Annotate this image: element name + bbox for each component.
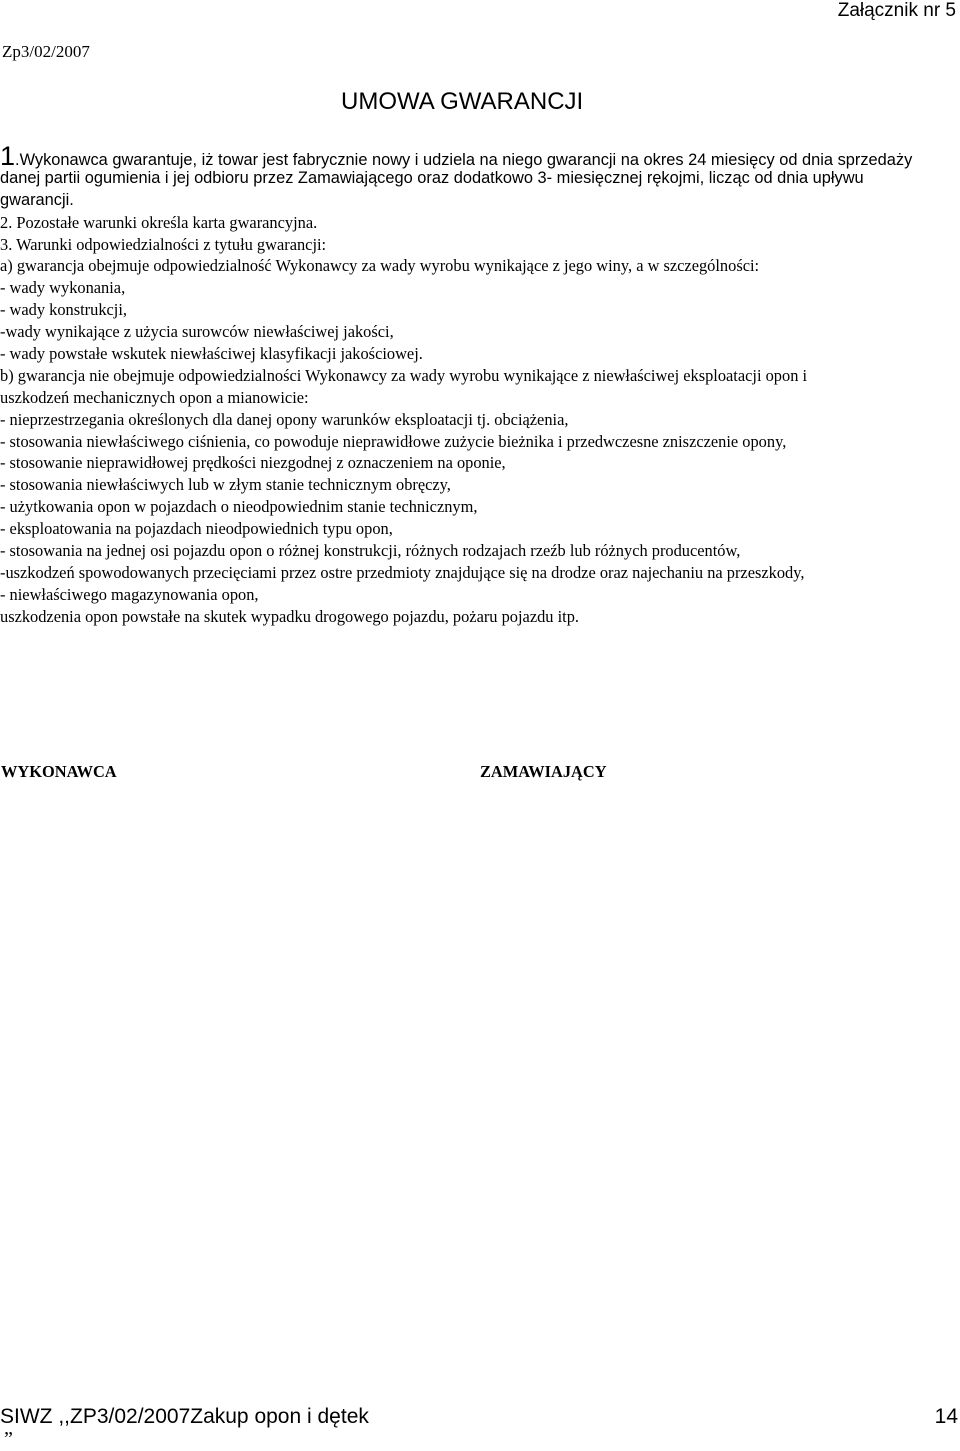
contract-body — [0, 141, 958, 628]
page-title: UMOWA GWARANCJI — [341, 88, 584, 115]
signature-contractor: WYKONAWCA — [1, 762, 117, 781]
page-number: 14 — [934, 1405, 958, 1428]
section-a-intro: a) gwarancja obejmuje odpowiedzialność Wykonawcy za wady wyrobu wynikające z jego winy, a w szczególności: — [0, 256, 760, 276]
section-b-item: - stosowania niewłaściwych lub w złym stanie technicznym obręczy, — [0, 475, 451, 495]
section-b-item: - stosowania niewłaściwego ciśnienia, co powoduje nieprawidłowe zużycie bieżnika i przedwczesne zniszczenie opony, — [0, 431, 787, 451]
footer-text: SIWZ ,,ZP3/02/2007Zakup opon i dętek — [0, 1405, 369, 1428]
section-b-intro-line-2: uszkodzeń mechanicznych opon a mianowicie: — [0, 387, 309, 407]
section-b-intro-line-1: b) gwarancja nie obejmuje odpowiedzialności Wykonawcy za wady wyrobu wynikające z niewłaściwej eksploatacji opon i — [0, 365, 808, 385]
section-b-item: - eksploatowania na pojazdach nieodpowiednich typu opon, — [0, 519, 393, 539]
section-a-item: - wady wykonania, — [0, 278, 126, 298]
signature-client: ZAMAWIAJĄCY — [480, 762, 607, 781]
paragraph-1-text: .Wykonawca gwarantuje, iż towar jest fabrycznie nowy i udziela na niego gwarancji na okres 24 miesięcy od dnia sprzedaży — [15, 151, 913, 169]
section-b-item: uszkodzenia opon powstałe na skutek wypadku drogowego pojazdu, pożaru pojazdu itp. — [0, 606, 579, 626]
paragraph-3-heading: 3. Warunki odpowiedzialności z tytułu gwarancji: — [0, 234, 327, 254]
section-b-item: - stosowanie nieprawidłowej prędkości niezgodnej z oznaczeniem na oponie, — [0, 453, 506, 473]
paragraph-1-line-2: danej partii ogumienia i jej odbioru przez Zamawiającego oraz dodatkowo 3- miesięcznej rękojmi, licząc od dnia upływu — [0, 168, 864, 187]
paragraph-1-number: 1 — [0, 141, 16, 171]
section-a-item: - wady konstrukcji, — [0, 300, 128, 320]
section-b-item: - stosowania na jednej osi pojazdu opon o różnej konstrukcji, różnych rodzajach rzeźb lub różnych producentów, — [0, 541, 741, 561]
footer-closing-quote: ” — [4, 1428, 13, 1450]
paragraph-1-line-3: gwarancji. — [0, 190, 74, 209]
section-b-item: - niewłaściwego magazynowania opon, — [0, 584, 259, 604]
document-reference: Zp3/02/2007 — [2, 42, 90, 61]
section-b-item: - użytkowania opon w pojazdach o nieodpowiednim stanie technicznym, — [0, 497, 478, 517]
annex-label: Załącznik nr 5 — [837, 0, 956, 21]
paragraph-1-line-1 — [0, 141, 958, 171]
section-b-item: - nieprzestrzegania określonych dla danej opony warunków eksploatacji tj. obciążenia, — [0, 409, 569, 429]
section-a-item: -wady wynikające z użycia surowców niewłaściwej jakości, — [0, 322, 394, 342]
section-b-item: -uszkodzeń spowodowanych przecięciami przez ostre przedmioty znajdujące się na drodze oraz najechaniu na przeszkody, — [0, 562, 805, 582]
section-a-item: - wady powstałe wskutek niewłaściwej klasyfikacji jakościowej. — [0, 344, 423, 364]
paragraph-2: 2. Pozostałe warunki określa karta gwarancyjna. — [0, 212, 318, 232]
